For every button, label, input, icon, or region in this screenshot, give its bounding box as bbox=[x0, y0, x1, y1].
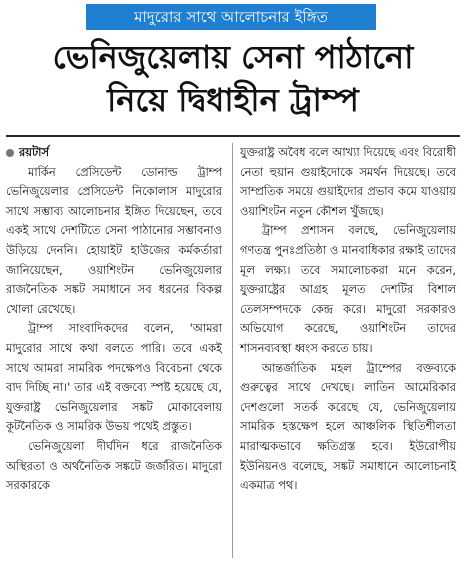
headline-line-2: নিয়ে দ্বিধাহীন ট্রাম্প bbox=[107, 81, 359, 119]
paragraph: মার্কিন প্রেসিডেন্ট ডোনাল্ড ট্রাম্প ভেনিজুয়েলার প্রেসিডেন্ট নিকোলাস মাদুরোর সাথে সম্ভাব্য আলোচনার ইঙ্গিত দিয়েছেন, তবে একই সাথে দেশটিতে সেনা পাঠানোর সম্ভাবনাও উড়িয়ে দেননি। হোয়াইট হাউজের কর্মকর্তারা জানিয়েছেন, ওয়াশিংটন ভেনিজুয়েলার রাজনৈতিক সঙ্কট সমাধানে সব ধরনের বিকল্প খোলা রেখেছে। bbox=[6, 164, 222, 316]
bullet-icon bbox=[6, 149, 14, 157]
byline-source: রয়টার্স bbox=[19, 145, 50, 159]
paragraph: যুক্তরাষ্ট্র অবৈধ বলে আখ্যা দিয়েছে এবং বিরোধী নেতা হুয়ান গুয়াইদোকে সমর্থন দিয়েছে। তবে সাম্প্রতিক সময়ে গুয়াইদোর প্রভাব কমে যাওয়ায় ওয়াশিংটন নতুন কৌশল খুঁজছে। bbox=[240, 145, 456, 218]
byline bbox=[6, 143, 222, 163]
article-column-right bbox=[240, 143, 456, 496]
paragraph: ট্রাম্প সাংবাদিকদের বলেন, 'আমরা মাদুরোর সাথে কথা বলতে পারি। তবে একই সাথে আমরা সামরিক পদক্ষেপও বিবেচনা থেকে বাদ দিচ্ছি না।' তার এই বক্তব্যে স্পষ্ট হয়েছে যে, যুক্তরাষ্ট্র ভেনিজুয়েলার সঙ্কট মোকাবেলায় কূটনৈতিক ও সামরিক উভয় পথেই প্রস্তুত। bbox=[6, 321, 222, 434]
paragraph: ভেনিজুয়েলা দীর্ঘদিন ধরে রাজনৈতিক অস্থিরতা ও অর্থনৈতিক সঙ্কটে জর্জরিত। মাদুরো সরকারকে bbox=[6, 438, 222, 493]
headline-line-1: ভেনিজুয়েলায় সেনা পাঠানো bbox=[52, 38, 414, 76]
kicker-banner: মাদুরোর সাথে আলোচনার ইঙ্গিত bbox=[86, 4, 376, 30]
column-divider bbox=[232, 143, 233, 558]
paragraph: আন্তর্জাতিক মহল ট্রাম্পের বক্তব্যকে গুরুত্বের সাথে দেখছে। লাতিন আমেরিকার দেশগুলো সতর্ক করেছে যে, ভেনিজুয়েলায় সামরিক হস্তক্ষেপ হলে আঞ্চলিক স্থিতিশীলতা মারাত্মকভাবে ক্ষতিগ্রস্ত হবে। ইউরোপীয় ইউনিয়নও বলেছে, সঙ্কট সমাধানে আলোচনাই একমাত্র পথ। bbox=[240, 360, 456, 493]
headline bbox=[0, 36, 466, 122]
paragraph: ট্রাম্প প্রশাসন বলছে, ভেনিজুয়েলায় গণতন্ত্র পুনঃপ্রতিষ্ঠা ও মানবাধিকার রক্ষাই তাদের মূল লক্ষ্য। তবে সমালোচকরা মনে করেন, যুক্তরাষ্ট্রের আগ্রহ মূলত দেশটির বিশাল তেলসম্পদকে কেন্দ্র করে। মাদুরো সরকারও অভিযোগ করেছে, ওয়াশিংটন তাদের শাসনব্যবস্থা ধ্বংস করতে চায়। bbox=[240, 223, 456, 355]
article-column-left bbox=[6, 143, 222, 496]
headline-rule bbox=[6, 135, 460, 137]
